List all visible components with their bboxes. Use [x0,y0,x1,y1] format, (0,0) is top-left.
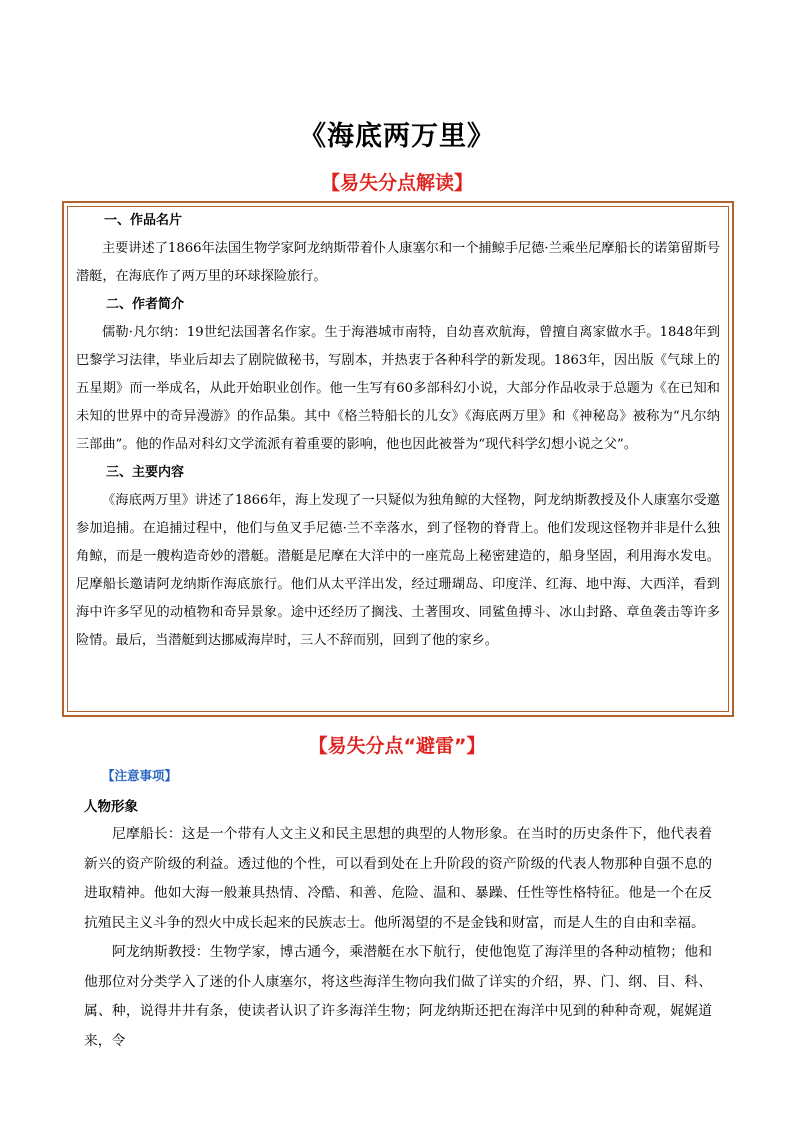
content-heading: 三、主要内容 [106,465,185,480]
content-text: 《海底两万里》讲述了1866年，海上发现了一只疑似为独角鲸的大怪物，阿龙纳斯教授及仆人康塞尔受邀参加追捕。在追捕过程中，他们与鱼叉手尼德·兰不幸落水，到了怪物的脊背上。他们发现这怪物并非是什么独角鲸，而是一艘构造奇妙的潜艇。潜艇是尼摩在大洋中的一座荒岛上秘密建造的，船身坚固，利用海水发电。尼摩船长邀请阿龙纳斯作海底旅行。他们从太平洋出发，经过珊瑚岛、印度洋、红海、地中海、大西洋，看到海中许多罕见的动植物和奇异景象。途中还经历了搁浅、土著围攻、同鲨鱼搏斗、冰山封路、章鱼袭击等许多险情。最后，当潜艇到达挪威海岸时，三人不辞而别，回到了他的家乡。 [76,493,720,648]
document-title: 《海底两万里》 [299,121,495,152]
work-card-heading: 一、作品名片 [104,213,183,228]
section-heading-avoid: 【易失分点“避雷”】 [308,735,486,757]
character-paragraph-nemo: 尼摩船长：这是一个带有人文主义和民主思想的典型的人物形象。在当时的历史条件下，他代表着新兴的资产阶级的利益。透过他的个性，可以看到处在上升阶段的资产阶级的代表人物那种自强不息的进取精神。他如大海一般兼具热情、冷酷、和善、危险、温和、暴躁、任性等性格特征。他是一个在反抗殖民主义斗争的烈火中成长起来的民族志士。他所渴望的不是金钱和财富，而是人生的自由和幸福。 [84,826,712,931]
character-paragraph-aronnax: 阿龙纳斯教授：生物学家，博古通今，乘潜艇在水下航行，使他饱览了海洋里的各种动植物；他和他那位对分类学入了迷的仆人康塞尔，将这些海洋生物向我们做了详实的介绍，界、门、纲、目、科、属、种，说得井井有条，使读者认识了许多海洋生物；阿龙纳斯还把在海洋中见到的种种奇观，娓娓道来，令 [84,944,712,1049]
notice-label: 【注意事项】 [102,768,178,783]
character-body [84,820,712,1056]
work-card-text: 主要讲述了1866年法国生物学家阿龙纳斯带着仆人康塞尔和一个捕鲸手尼德·兰乘坐尼摩船长的诺第留斯号潜艇，在海底作了两万里的环球探险旅行。 [76,241,720,284]
author-heading: 二、作者简介 [106,297,185,312]
author-text: 儒勒·凡尔纳：19世纪法国著名作家。生于海港城市南特，自幼喜欢航海，曾擅自离家做水手。1848年到巴黎学习法律，毕业后却去了剧院做秘书，写剧本，并热衷于各种科学的新发现。1863年，因出版《气球上的五星期》而一举成名，从此开始职业创作。他一生写有60多部科幻小说，大部分作品收录于总题为《在已知和未知的世界中的奇异漫游》的作品集。其中《格兰特船长的儿女》《海底两万里》和《神秘岛》被称为“凡尔纳三部曲”。他的作品对科幻文学流派有着重要的影响，他也因此被誉为“现代科学幻想小说之父”。 [76,325,720,452]
character-heading: 人物形象 [84,799,138,815]
summary-content [76,207,720,655]
section-heading-analysis: 【易失分点解读】 [320,172,473,194]
